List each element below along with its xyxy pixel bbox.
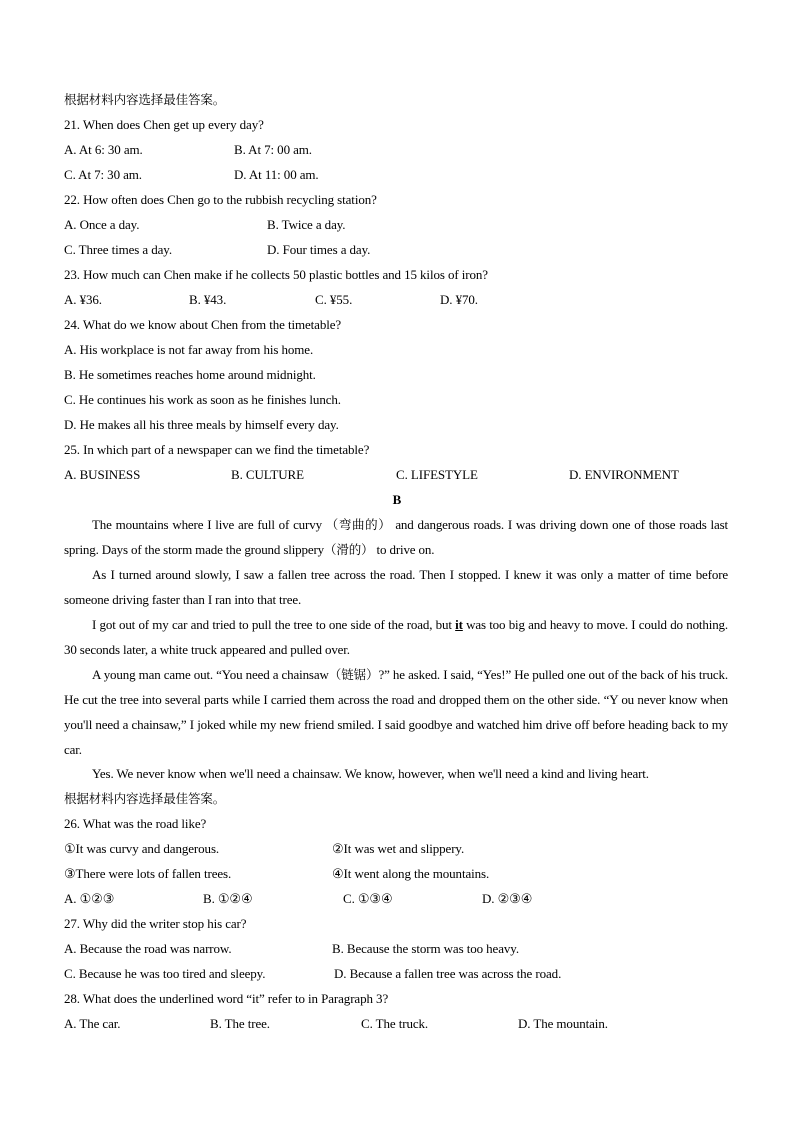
q26-option-d: D. ②③④ xyxy=(482,891,533,906)
passage-paragraph-5: Yes. We never know when we'll need a chainsaw. We know, however, when we'll need a kind and living heart. xyxy=(92,766,649,781)
q26-option-a: A. ①②③ xyxy=(64,891,115,906)
q26-item-4: ④It went along the mountains. xyxy=(332,866,490,881)
passage-paragraph-1: The mountains where I live are full of curvy （弯曲的） and dangerous roads. I was driving down one of those roads last spring. Days of the storm made the ground slippery（滑的） to drive on. xyxy=(64,517,728,557)
q23-option-a: A. ¥36. xyxy=(64,292,102,307)
q28-option-d: D. The mountain. xyxy=(518,1016,608,1031)
q21-option-b: B. At 7: 00 am. xyxy=(234,142,312,157)
q27-option-b: B. Because the storm was too heavy. xyxy=(332,941,519,956)
q22-option-c: C. Three times a day. xyxy=(64,242,173,257)
q21-option-c: C. At 7: 30 am. xyxy=(64,167,142,182)
underlined-word-it: it xyxy=(455,617,463,632)
instruction: 根据材料内容选择最佳答案。 xyxy=(64,92,226,107)
passage-paragraph-4: A young man came out. “You need a chainsaw（链锯）?” he asked. I said, “Yes!” He pulled one out of the back of his truck. He cut the tree into several parts while I carried them across the road and dropped them on the other side. “Y ou never know when you'll need a chainsaw,” I joked while my new friend smiled. I said goodbye and watched him drive off before heading back to my car. xyxy=(64,667,728,757)
question-23: 23. How much can Chen make if he collects 50 plastic bottles and 15 kilos of iron? xyxy=(64,267,488,282)
q23-option-c: C. ¥55. xyxy=(315,292,353,307)
question-22: 22. How often does Chen go to the rubbish recycling station? xyxy=(64,192,377,207)
q25-option-b: B. CULTURE xyxy=(231,467,304,482)
q21-option-d: D. At 11: 00 am. xyxy=(234,167,319,182)
question-26: 26. What was the road like? xyxy=(64,816,207,831)
q27-option-c: C. Because he was too tired and sleepy. xyxy=(64,966,266,981)
question-21: 21. When does Chen get up every day? xyxy=(64,117,264,132)
q26-item-1: ①It was curvy and dangerous. xyxy=(64,841,220,856)
q28-option-b: B. The tree. xyxy=(210,1016,270,1031)
q21-option-a: A. At 6: 30 am. xyxy=(64,142,143,157)
section-b-heading: B xyxy=(392,492,402,507)
q22-option-a: A. Once a day. xyxy=(64,217,140,232)
q26-option-b: B. ①②④ xyxy=(203,891,253,906)
q25-option-d: D. ENVIRONMENT xyxy=(569,467,679,482)
passage-paragraph-2: As I turned around slowly, I saw a fallen tree across the road. Then I stopped. I knew it was only a matter of time before someone driving faster than I ran into that tree. xyxy=(64,567,728,607)
q27-option-d: D. Because a fallen tree was across the road. xyxy=(334,966,562,981)
q24-option-a: A. His workplace is not far away from his home. xyxy=(64,342,314,357)
passage-paragraph-3: I got out of my car and tried to pull the tree to one side of the road, but it was too big and heavy to move. I could do nothing. 30 seconds later, a white truck appeared and pulled over. xyxy=(64,617,728,657)
question-28: 28. What does the underlined word “it” refer to in Paragraph 3? xyxy=(64,991,389,1006)
q25-option-c: C. LIFESTYLE xyxy=(396,467,478,482)
q23-option-d: D. ¥70. xyxy=(440,292,478,307)
q28-option-c: C. The truck. xyxy=(361,1016,429,1031)
q26-item-3: ③There were lots of fallen trees. xyxy=(64,866,232,881)
q28-option-a: A. The car. xyxy=(64,1016,121,1031)
q23-option-b: B. ¥43. xyxy=(189,292,227,307)
question-27: 27. Why did the writer stop his car? xyxy=(64,916,247,931)
q24-option-c: C. He continues his work as soon as he finishes lunch. xyxy=(64,392,341,407)
q25-option-a: A. BUSINESS xyxy=(64,467,141,482)
question-25: 25. In which part of a newspaper can we find the timetable? xyxy=(64,442,370,457)
q22-option-d: D. Four times a day. xyxy=(267,242,371,257)
q27-option-a: A. Because the road was narrow. xyxy=(64,941,232,956)
q26-option-c: C. ①③④ xyxy=(343,891,393,906)
q22-option-b: B. Twice a day. xyxy=(267,217,346,232)
question-24: 24. What do we know about Chen from the timetable? xyxy=(64,317,342,332)
q24-option-b: B. He sometimes reaches home around midnight. xyxy=(64,367,316,382)
q24-option-d: D. He makes all his three meals by himself every day. xyxy=(64,417,339,432)
instruction-b: 根据材料内容选择最佳答案。 xyxy=(64,791,226,806)
q26-item-2: ②It was wet and slippery. xyxy=(332,841,465,856)
